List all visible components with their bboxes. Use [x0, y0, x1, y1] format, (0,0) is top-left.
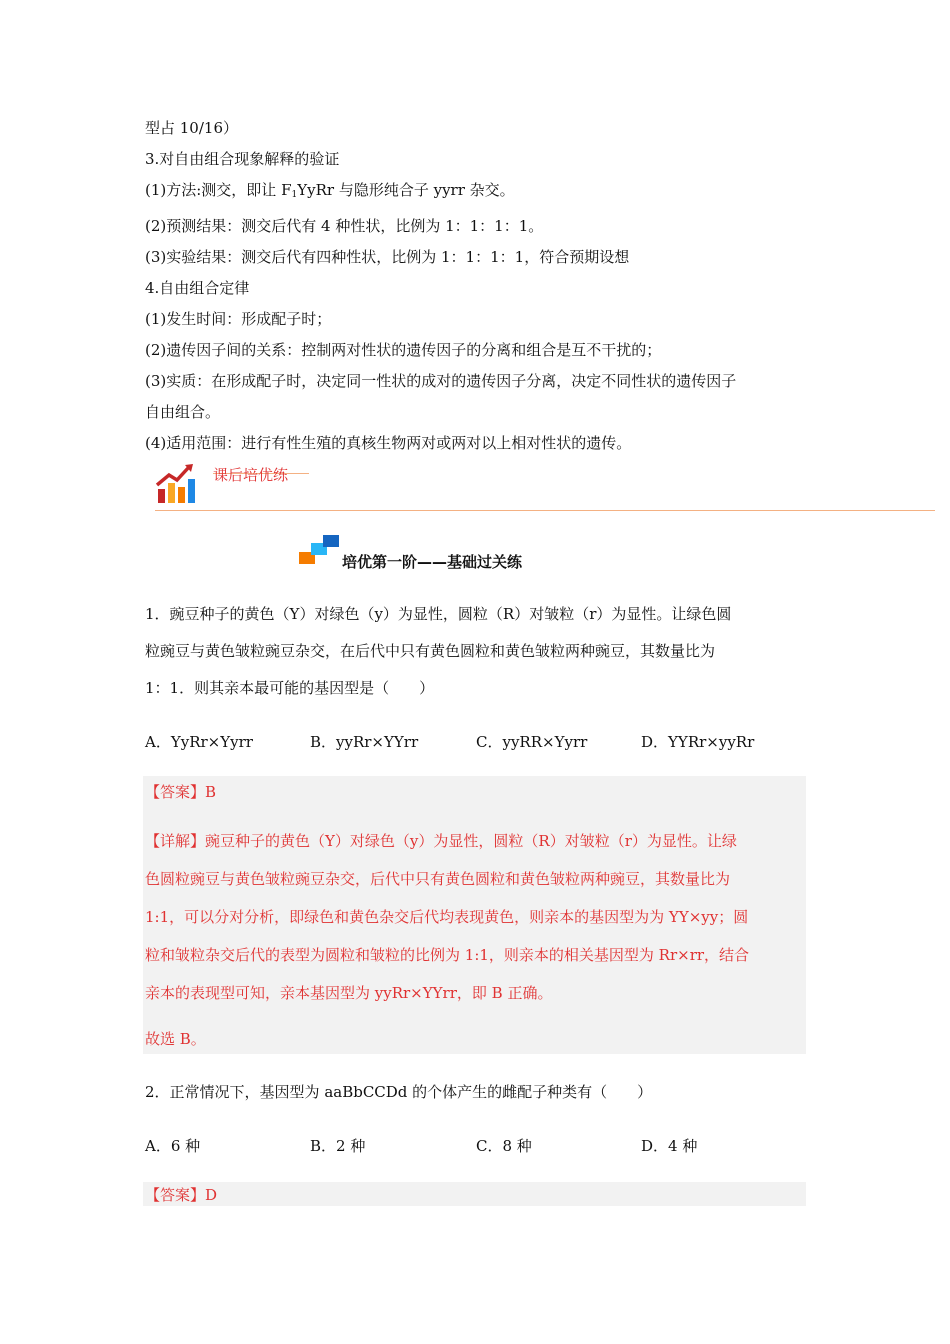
intro-line: 型占 10/16）	[145, 119, 238, 137]
detail-line: 粒和皱粒杂交后代的表型为圆粒和皱粒的比例为 1:1，则亲本的相关基因型为 Rr×rr，结合	[145, 946, 750, 964]
option-c[interactable]: C．yyRR×Yyrr	[476, 733, 588, 751]
method-subscript: 1	[291, 190, 298, 200]
steps-icon	[298, 534, 340, 570]
intro-line: 自由组合。	[145, 403, 221, 421]
option-a[interactable]: A．6 种	[145, 1137, 201, 1155]
answer-tag: 【答案】	[145, 783, 206, 801]
question-2-options	[145, 1135, 825, 1165]
detail-line: 亲本的表现型可知，亲本基因型为 yyRr×YYrr，即 B 正确。	[145, 984, 553, 1002]
intro-line: 3.对自由组合现象解释的验证	[145, 150, 340, 168]
detail-text: 豌豆种子的黄色（Y）对绿色（y）为显性，圆粒（R）对皱粒（r）为显性。让绿	[205, 832, 737, 850]
answer-panel-1	[143, 776, 806, 1054]
answer-line-1	[145, 781, 216, 802]
intro-line: (2)预测结果：测交后代有 4 种性状，比例为 1：1：1：1。	[145, 217, 544, 235]
option-c[interactable]: C．8 种	[476, 1137, 532, 1155]
banner-divider	[155, 510, 935, 511]
answer-value: B	[205, 783, 217, 801]
method-text: (1)方法:测交，即让 F	[145, 181, 292, 199]
stage-title: 培优第一阶——基础过关练	[342, 553, 523, 571]
question-2	[145, 1075, 810, 1109]
intro-line: (2)遗传因子间的关系：控制两对性状的遗传因子的分离和组合是互不干扰的；	[145, 341, 662, 359]
detail-line: 1:1，可以分对分析，即绿色和黄色杂交后代均表现黄色，则亲本的基因型为为 YY×yy；圆	[145, 908, 749, 926]
intro-line-method	[145, 175, 825, 211]
intro-line: (4)适用范围：进行有性生殖的真核生物两对或两对以上相对性状的遗传。	[145, 434, 632, 452]
answer-tag: 【答案】	[145, 1186, 206, 1204]
option-b[interactable]: B．yyRr×YYrr	[310, 733, 419, 751]
answer-panel-2	[143, 1182, 806, 1206]
detail-line: 色圆粒豌豆与黄色皱粒豌豆杂交，后代中只有黄色圆粒和黄色皱粒两种豌豆，其数量比为	[145, 870, 731, 888]
question-1-options	[145, 731, 825, 761]
option-b[interactable]: B．2 种	[310, 1137, 366, 1155]
intro-line: (1)发生时间：形成配子时；	[145, 310, 332, 328]
question-1-line: 1．豌豆种子的黄色（Y）对绿色（y）为显性，圆粒（R）对皱粒（r）为显性。让绿色圆	[145, 605, 732, 623]
intro-notes	[145, 113, 825, 459]
detail-tag: 【详解】	[145, 832, 206, 850]
banner-title: 课后培优练	[213, 466, 289, 484]
growth-chart-icon	[155, 461, 199, 505]
question-1-line: 1：1．则其亲本最可能的基因型是（ ）	[145, 679, 435, 697]
method-rest: YyRr 与隐形纯合子 yyrr 杂交。	[297, 181, 515, 199]
option-a[interactable]: A．YyRr×Yyrr	[145, 733, 253, 751]
question-1	[145, 596, 810, 707]
question-1-line: 粒豌豆与黄色皱粒豌豆杂交，在后代中只有黄色圆粒和黄色皱粒两种豌豆，其数量比为	[145, 642, 716, 660]
detail-line	[145, 822, 803, 860]
answer-line-2	[145, 1184, 217, 1205]
question-2-line: 2．正常情况下，基因型为 aaBbCCDd 的个体产生的雌配子种类有（ ）	[145, 1083, 653, 1101]
intro-line: 4.自由组合定律	[145, 279, 250, 297]
detail-explanation	[145, 822, 803, 1058]
answer-value: D	[205, 1186, 218, 1204]
option-d[interactable]: D．YYRr×yyRr	[641, 733, 755, 751]
intro-line: (3)实验结果：测交后代有四种性状，比例为 1：1：1：1，符合预期设想	[145, 248, 630, 266]
section-banner	[155, 461, 935, 513]
intro-line: (3)实质：在形成配子时，决定同一性状的成对的遗传因子分离，决定不同性状的遗传因子	[145, 372, 737, 390]
option-d[interactable]: D．4 种	[641, 1137, 698, 1155]
detail-line: 故选 B。	[145, 1030, 206, 1048]
